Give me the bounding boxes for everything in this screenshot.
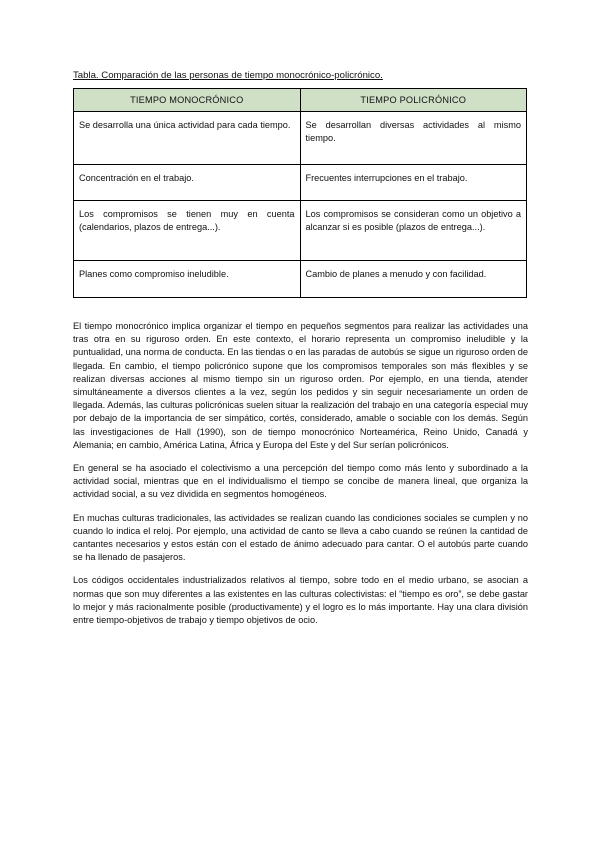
body-text xyxy=(73,320,528,627)
table-cell: Se desarrolla una única actividad para cada tiempo. xyxy=(74,112,301,165)
paragraph-colectivismo: En general se ha asociado el colectivismo a una percepción del tiempo como más lento y subordinado a la actividad social, mientras que en el individualismo el tiempo se concibe de manera lineal, que organiza la actividad social, a su vez dividida en segmentos homogéneos. xyxy=(73,463,528,500)
table-cell: Cambio de planes a menudo y con facilidad. xyxy=(300,261,527,298)
table-cell: Los compromisos se consideran como un objetivo a alcanzar si es posible (plazos de entrega...). xyxy=(300,201,527,261)
comparison-table xyxy=(73,88,527,298)
table-caption: Tabla. Comparación de las personas de tiempo monocrónico-policrónico. xyxy=(73,70,383,81)
table-row xyxy=(74,112,527,165)
header-monocronico: TIEMPO MONOCRÓNICO xyxy=(74,89,301,112)
paragraph-culturas-tradicionales: En muchas culturas tradicionales, las actividades se realizan cuando las condiciones sociales se cumplen y no cuando lo indica el reloj. Por ejemplo, una actividad de canto se lleva a cabo cuando se reúnen la cantidad de cantantes necesarios y estos están con el estado de ánimo adecuado para cantar. O el autobús parte cuando se ha llenado de pasajeros. xyxy=(73,512,528,563)
table-cell: Concentración en el trabajo. xyxy=(74,165,301,201)
paragraph-monocronico: El tiempo monocrónico implica organizar el tiempo en pequeños segmentos para realizar las actividades una tras otra en su riguroso orden. En este contexto, el horario representa un compromiso ineludible y la puntualidad, una norma de conducta. En las tiendas o en las paradas de autobús se sigue un riguroso orden de llegada. En cambio, el tiempo policrónico supone que los compromisos temporales son más flexibles y se realizan diversas acciones al mismo tiempo sin un riguroso orden. Por ejemplo, en una tienda, atender simultáneamente a diversos clientes a la vez, según los pedidos y sin seguir necesariamente un orden de llegada. Además, las culturas policrónicas suelen situar la realización del trabajo en una categoría especial muy por debajo de la importancia de ser simpático, cortés, considerado, amable o sociable con los demás. Según las investigaciones de Hall (1990), son de tiempo monocrónico Norteamérica, Reino Unido, Canadá y Alemania; en cambio, América Latina, África y Europa del Este y del Sur serían policrónicos. xyxy=(73,321,528,450)
table-row xyxy=(74,261,527,298)
document-page xyxy=(73,70,528,637)
table-cell: Planes como compromiso ineludible. xyxy=(74,261,301,298)
table-row xyxy=(74,201,527,261)
table-row xyxy=(74,165,527,201)
paragraph-codigos-occidentales: Los códigos occidentales industrializados relativos al tiempo, sobre todo en el medio urbano, se asocian a normas que son muy diferentes a las existentes en las culturas colectivistas: el “tiempo es oro”, se debe gastar lo mejor y más racionalmente posible (productivamente) y el logro es lo más importante. Hay una clara división entre tiempo-objetivos de trabajo y tiempo objetivos de ocio. xyxy=(73,575,528,626)
header-policronico: TIEMPO POLICRÓNICO xyxy=(300,89,527,112)
table-cell: Frecuentes interrupciones en el trabajo. xyxy=(300,165,527,201)
table-header-row xyxy=(74,89,527,112)
table-cell: Los compromisos se tienen muy en cuenta (calendarios, plazos de entrega...). xyxy=(74,201,301,261)
table-cell: Se desarrollan diversas actividades al mismo tiempo. xyxy=(300,112,527,165)
